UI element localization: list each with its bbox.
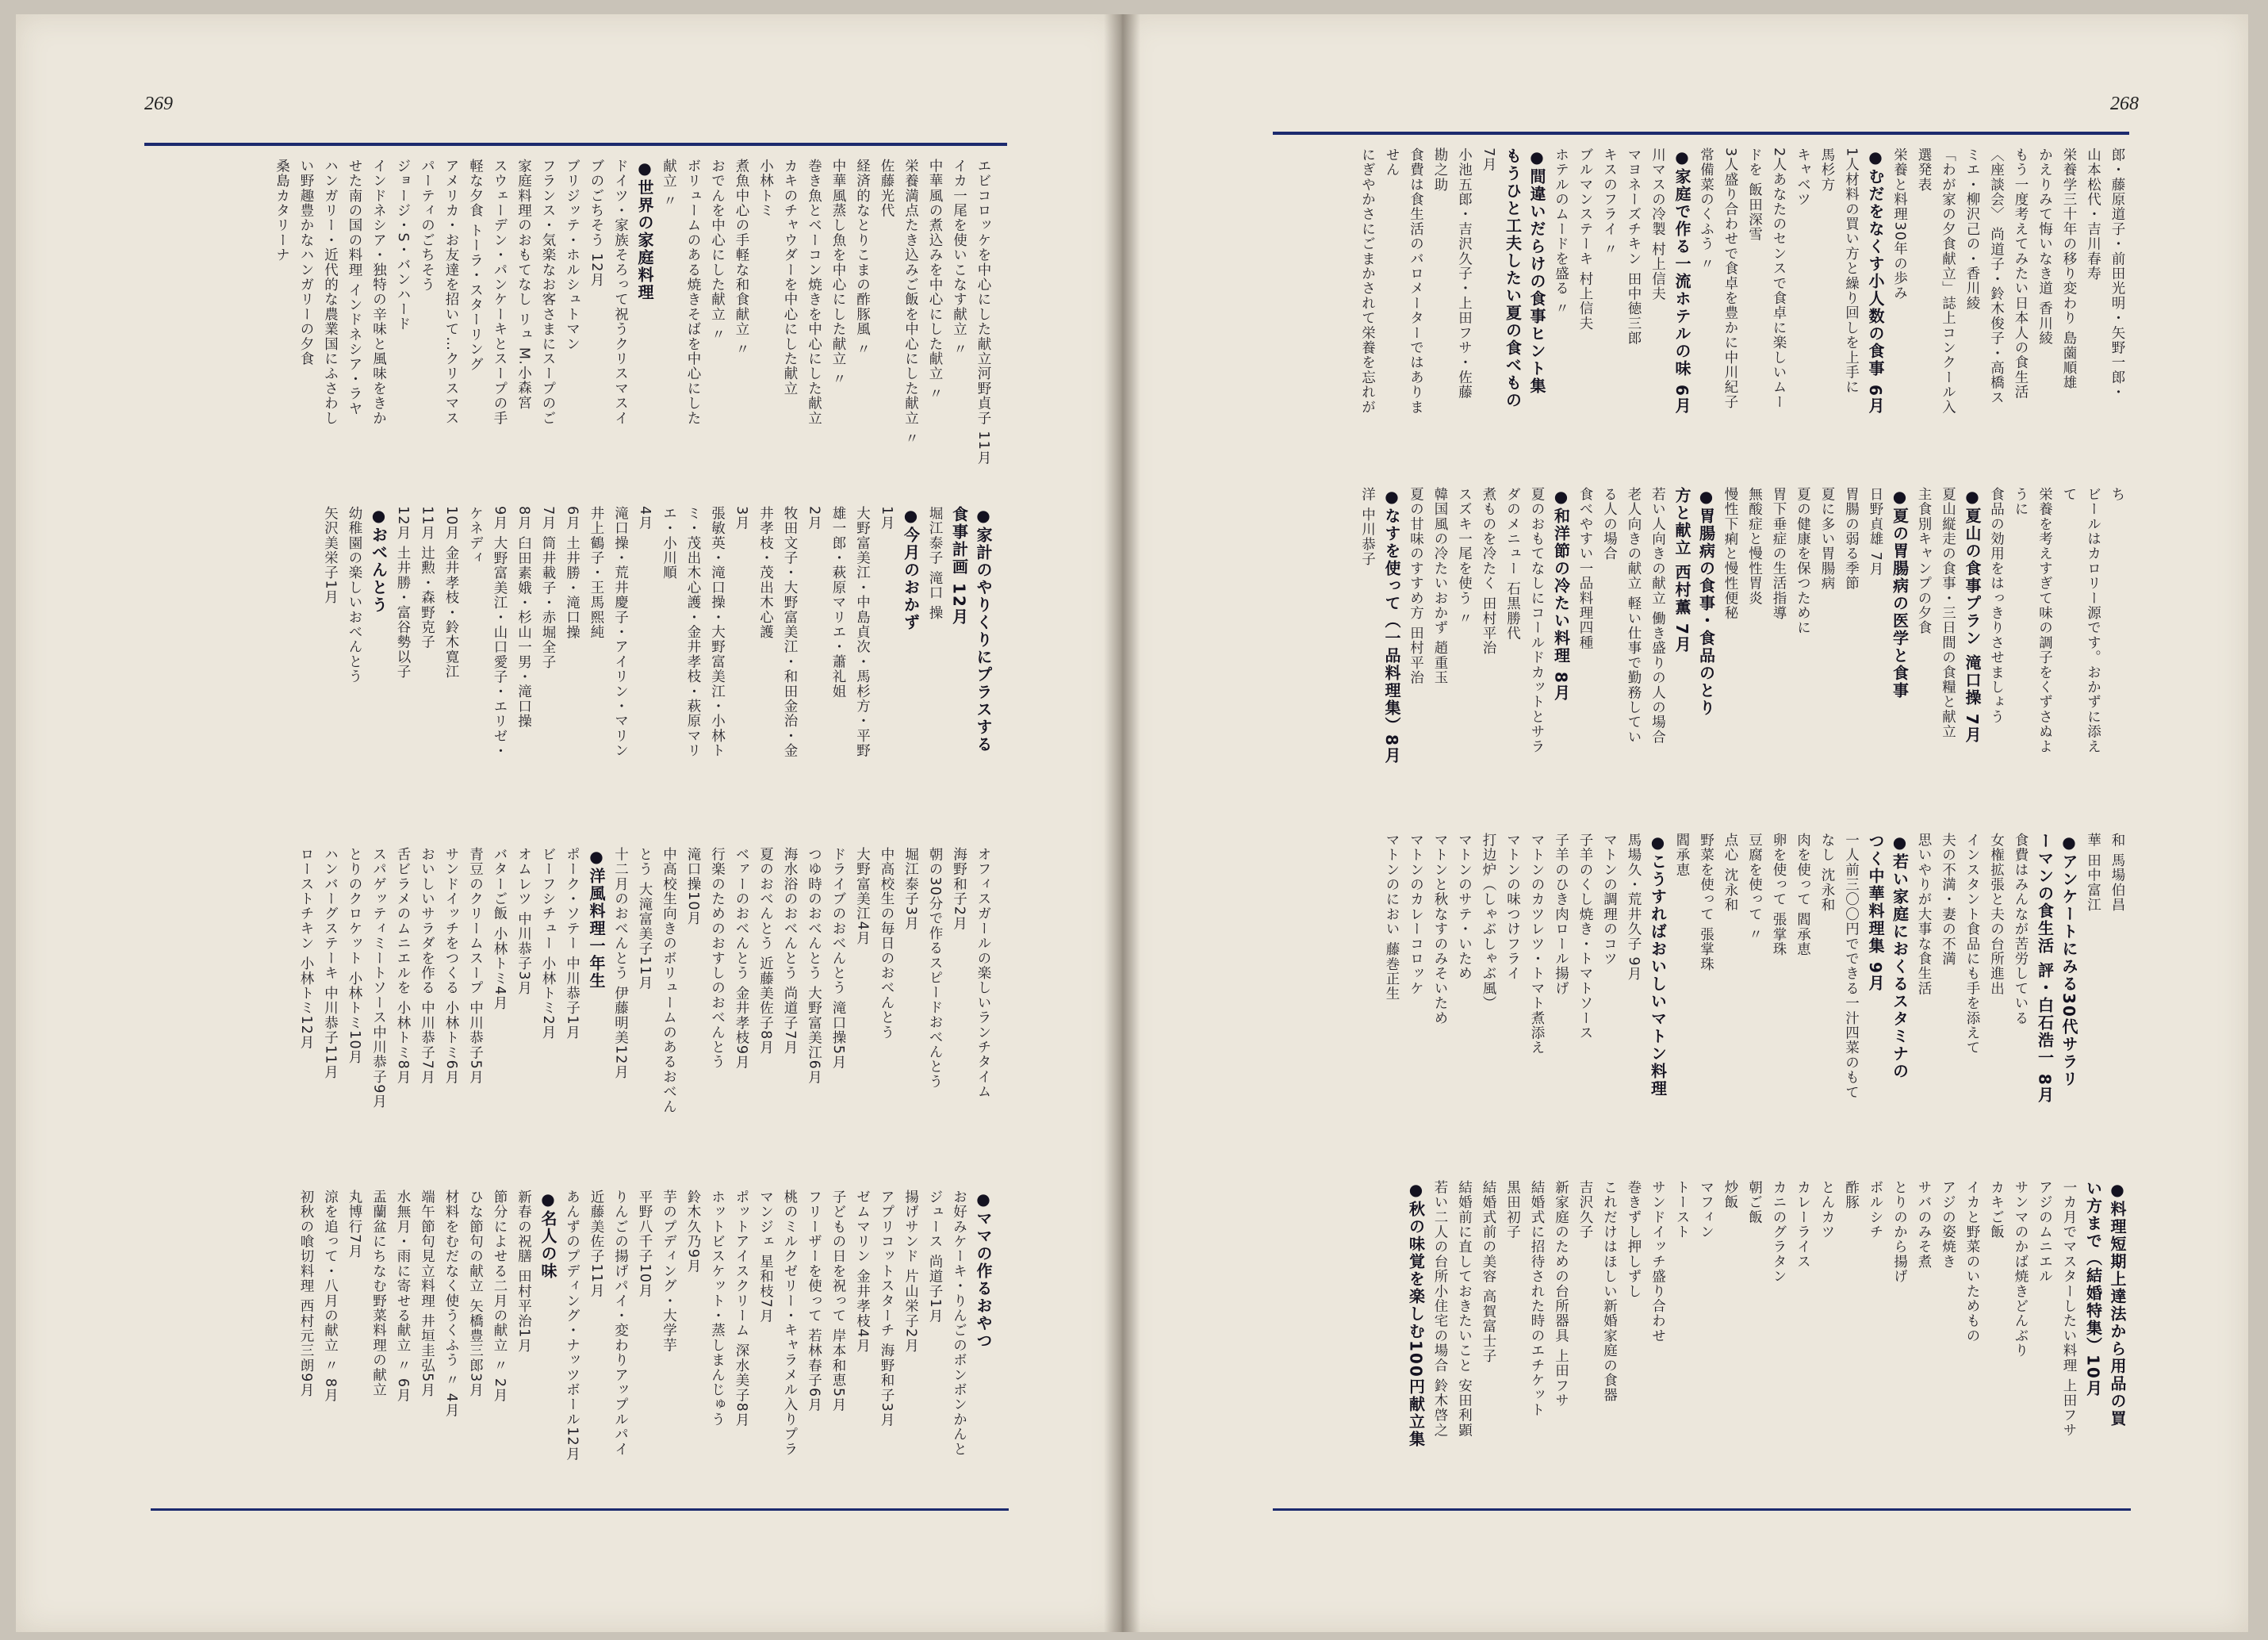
- list-item: 山本松代・吉川春寿: [2085, 148, 2101, 282]
- section-heading: い方まで（結婚特集）10月: [2083, 1180, 2103, 1397]
- list-item: にぎやかさにごまかされて栄養を忘れが: [1359, 148, 1376, 415]
- list-item: とりのから揚げ: [1891, 1180, 1908, 1284]
- list-item: 肉を使って 閻承恵: [1795, 833, 1811, 957]
- list-item: ドイツ・家族そろって祝うクリスマスイ: [612, 159, 629, 426]
- list-item: トースト: [1674, 1180, 1690, 1240]
- list-item: 吉沢久子: [1577, 1180, 1593, 1240]
- list-item: せた南の国の料理 インドネシア・ラヤ: [347, 159, 362, 416]
- section-heading: ●料理短期上達法から用品の買: [2108, 1180, 2127, 1427]
- list-item: 子羊のひき肉ロール揚げ: [1553, 833, 1569, 996]
- list-item: サンマのかば焼きどんぶり: [2013, 1180, 2029, 1358]
- section-heading: ●こうすればおいしいマトン料理: [1648, 833, 1668, 1098]
- list-item: 野菜を使って 張掌珠: [1698, 833, 1714, 972]
- list-item: 桑島カタリーナ: [274, 159, 290, 262]
- list-item: 夫の不満・妻の不満: [1940, 833, 1956, 967]
- list-item: マンジェ 星和枝7月: [757, 1190, 774, 1324]
- list-item: 卵を使って 張掌珠: [1771, 833, 1787, 957]
- list-item: スパゲッティミートソース中川恭子9月: [370, 847, 387, 1109]
- list-item: 幼稚園の楽しいおべんとう: [347, 506, 362, 684]
- list-item: 張敏英・滝口操・大野富美江・小林ト: [709, 506, 726, 758]
- list-item: 揚げサンド 片山栄子2月: [902, 1190, 919, 1354]
- list-item: 和 馬場伯昌: [2109, 833, 2125, 913]
- list-item: 新家庭のための台所器具 上田フサ: [1553, 1180, 1569, 1408]
- list-item: オムレツ 中川恭子3月: [515, 847, 532, 996]
- list-item: 中華風蒸し魚を中心にした献立 〃: [830, 159, 846, 387]
- section-heading: ●今月のおかず: [901, 506, 921, 631]
- list-item: 栄養学三十年の移り変わり 島薗順雄: [2061, 148, 2077, 390]
- list-item: マトンの調理のコツ: [1601, 833, 1618, 967]
- list-item: 子どもの日を祝って 岸本和恵5月: [830, 1190, 846, 1412]
- list-item: ベァーのおべんとう 金井孝枝9月: [734, 847, 749, 1070]
- list-item: 井孝枝・茂出木心護: [757, 506, 774, 640]
- list-item: ハンバーグステーキ 中川恭子11月: [322, 847, 339, 1080]
- section-heading: ●胃腸病の食事・食品のとり: [1696, 487, 1716, 717]
- list-item: もう一度考えてみたい日本人の食生活: [2013, 148, 2029, 400]
- top-rule-left: [144, 143, 1007, 146]
- page-number-right: 268: [2110, 94, 2139, 114]
- list-item: とりのクロケット 小林トミ10月: [347, 847, 362, 1065]
- list-item: おいしいサラダを作る 中川恭子7月: [419, 847, 435, 1085]
- list-item: 堀江泰子3月: [902, 847, 919, 931]
- list-item: キャベツ: [1795, 148, 1811, 207]
- list-item: ハンガリー・近代的な農業国にふさわし: [322, 159, 339, 426]
- list-item: ポーク・ソテー 中川恭子1月: [564, 847, 580, 1040]
- list-item: 胃腸の弱る季節: [1843, 487, 1860, 591]
- list-item: 3月: [734, 506, 749, 531]
- list-item: 1月: [879, 506, 895, 531]
- list-item: イカと野菜のいためもの: [1964, 1180, 1980, 1343]
- list-item: なし 沈永和: [1819, 833, 1835, 913]
- list-item: マトンと秋なすのみそいため: [1432, 833, 1448, 1026]
- list-item: マフィン: [1698, 1180, 1714, 1240]
- list-item: 中華風の煮込みを中心にした献立 〃: [927, 159, 943, 401]
- list-item: 節分によせる二月の献立 〃 2月: [492, 1190, 508, 1403]
- list-item: りんごの揚げパイ・変わりアップルパイ: [612, 1190, 629, 1457]
- list-item: 黒田初子: [1504, 1180, 1521, 1240]
- list-item: 初秋の喰切料理 西村元三朗9月: [298, 1190, 314, 1398]
- list-item: つゆ時のおべんとう 大野富美江6月: [806, 847, 822, 1085]
- section-heading: ●和洋節の冷たい料理 8月: [1551, 487, 1571, 702]
- list-item: 栄養満点たき込みご飯を中心にした献立 〃: [902, 159, 919, 446]
- section-heading: ●名人の味: [538, 1190, 557, 1280]
- right-middle-right-block: [1273, 487, 2129, 808]
- list-item: ポットアイスクリーム 深水美子8月: [734, 1190, 749, 1427]
- list-item: 大野富美江4月: [854, 847, 871, 946]
- page-number-left: 269: [144, 94, 173, 114]
- list-item: 3人盛り合わせで食卓を豊かに中川紀子: [1722, 148, 1738, 410]
- left-upper-right-block: [198, 159, 995, 476]
- list-item: ゼムマリン 金井孝枝4月: [854, 1190, 871, 1354]
- section-heading: ●なすを使って（一品料理集）8月: [1382, 487, 1401, 764]
- list-item: フリーザーを使って 若林春子6月: [806, 1190, 822, 1412]
- list-item: ケネディ: [467, 506, 484, 565]
- list-item: スズキ一尾を使う 〃: [1456, 487, 1473, 626]
- list-item: 豆腐を使って 〃: [1746, 833, 1763, 942]
- list-item: アプリコットスターチ 海野和子3月: [879, 1190, 895, 1427]
- list-item: サンドイッチ盛り合わせ: [1649, 1180, 1666, 1343]
- left-lower-left-block: [198, 1190, 995, 1495]
- list-item: 郎・藤原道子・前田光明・矢野一郎・: [2109, 148, 2125, 400]
- list-item: 舌ビラメのムニエルを 小林トミ8月: [395, 847, 411, 1085]
- list-item: カキご飯: [1988, 1180, 2005, 1240]
- list-item: 12月 土井勝・富谷勢以子: [395, 506, 411, 680]
- list-item: マトンのにおい 藤巻正生: [1384, 833, 1400, 1002]
- section-heading: 方と献立 西村薫 7月: [1672, 487, 1691, 653]
- list-item: パーティのごちそう: [419, 159, 435, 293]
- list-item: 4月: [637, 506, 653, 531]
- list-item: キスのフライ 〃: [1601, 148, 1618, 257]
- list-item: 新春の祝膳 田村平治1月: [515, 1190, 532, 1354]
- list-item: マトンのカツレツ・トマト煮添え: [1529, 833, 1545, 1056]
- list-item: サンドイッチをつくる 小林トミ6月: [443, 847, 459, 1085]
- list-item: 桃のミルクゼリー・キャラメル入りプラ: [782, 1190, 798, 1457]
- list-item: 川マスの冷製 村上信夫: [1649, 148, 1666, 301]
- list-item: 11月 辻勲・森野克子: [419, 506, 435, 650]
- list-item: 9月 大野富美江・山口愛子・エリゼ・: [492, 506, 508, 759]
- list-item: 華 田中富江: [2085, 833, 2101, 913]
- list-item: 一カ月でマスターしたい料理 上田フサ: [2061, 1180, 2077, 1438]
- list-item: 夏のおべんとう 近藤美佐子8月: [757, 847, 774, 1056]
- right-lower-left-block: [1273, 1180, 2129, 1497]
- right-lower-right-block: [1273, 833, 2129, 1154]
- list-item: 女権拡張と夫の台所進出: [1988, 833, 2005, 996]
- list-item: 軽な夕食 トーラ・スターリング: [467, 159, 484, 372]
- section-heading: ●世界の家庭料理: [635, 159, 654, 301]
- list-item: ミエ・柳沢己の・香川綾: [1964, 148, 1980, 311]
- list-item: 雄一郎・萩原マリエ・蕭礼姐: [830, 506, 846, 699]
- list-item: 芋のプディング・大学芋: [661, 1190, 677, 1353]
- list-item: 夏山縦走の食事・三日間の食糧と献立: [1940, 487, 1956, 739]
- list-item: 常備菜のくふう 〃: [1698, 148, 1714, 272]
- list-item: 若い人向きの献立 働き盛りの人の場合: [1649, 487, 1666, 745]
- list-item: カキのチャウダーを中心にした献立: [782, 159, 798, 397]
- list-item: 打边炉（しゃぶしゃぶ風）: [1481, 833, 1496, 1011]
- list-item: 夏の健康を保つために: [1795, 487, 1811, 635]
- list-item: 矢沢美栄子1月: [322, 506, 339, 605]
- list-item: 勘之助: [1432, 148, 1448, 193]
- section-heading: ●ママの作るおやつ: [974, 1190, 993, 1350]
- list-item: 煮ものを冷たく 田村平治: [1481, 487, 1496, 656]
- list-item: ドを 飯田深雪: [1746, 148, 1763, 242]
- list-item: 朝ご飯: [1746, 1180, 1763, 1225]
- list-item: ジュース 尚道子1月: [927, 1190, 943, 1324]
- list-item: 佐藤光代: [879, 159, 895, 218]
- left-middle-right-block: [198, 506, 995, 831]
- list-item: インドネシア・独特の辛味と風味をきか: [370, 159, 387, 426]
- list-item: 滝口操・荒井慶子・アイリン・マリン: [612, 506, 629, 758]
- list-item: スウェーデン・パンケーキとスープの手: [492, 159, 508, 426]
- list-item: 「わが家の夕食献立」誌上コンクール入: [1940, 148, 1956, 415]
- list-item: うに: [2013, 487, 2029, 517]
- list-item: 食べやすい一品料理四種: [1577, 487, 1593, 650]
- list-item: 夏の甘味のすすめ方 田村平治: [1408, 487, 1424, 685]
- list-item: 8月 臼田素娥・杉山一男・滝口操: [515, 506, 532, 729]
- section-heading: ●むだをなくす小人数の食事 6月: [1866, 148, 1885, 415]
- list-item: 点心 沈永和: [1722, 833, 1738, 913]
- list-item: 丸博行7月: [347, 1190, 362, 1259]
- list-item: ダのメニュー 石黒勝代: [1504, 487, 1521, 641]
- list-item: 酢豚: [1843, 1180, 1860, 1210]
- list-item: 栄養と料理30年の歩み: [1891, 148, 1908, 301]
- section-heading: ●若い家庭におくるスタミナの: [1890, 833, 1910, 1080]
- list-item: 結婚式前の美容 高賀富士子: [1481, 1180, 1496, 1364]
- list-item: 家庭料理のおもてなし リュ M.小森宮: [515, 159, 532, 411]
- list-item: 胃下垂症の生活指導: [1771, 487, 1787, 621]
- list-item: 滝口操10月: [685, 847, 701, 926]
- section-heading: ●アンケートにみる30代サラリ: [2059, 833, 2078, 1088]
- list-item: カニのグラタン: [1771, 1180, 1787, 1284]
- list-item: 結婚前に直しておきたいこと 安田利顕: [1456, 1180, 1473, 1438]
- list-item: 馬場久・荒井久子 9月: [1626, 833, 1642, 982]
- list-item: ドライブのおべんとう 滝口操5月: [830, 847, 846, 1070]
- list-item: ビールはカロリー源です。おかずに添え: [2085, 487, 2101, 754]
- list-item: フランス・気楽なお客さまにスープのご: [540, 159, 556, 426]
- list-item: アメリカ・お友達を招いて…クリスマス: [443, 159, 459, 426]
- list-item: ミ・茂出木心護・金井孝枝・萩原マリ: [685, 506, 701, 758]
- list-item: ひな節句の献立 矢橋豊三郎3月: [467, 1190, 484, 1398]
- list-item: ボリュームのある焼きそばを中心にした: [685, 159, 701, 426]
- list-item: 海野和子2月: [951, 847, 967, 931]
- section-heading: ●秋の味覚を楽しむ100円献立集: [1406, 1180, 1426, 1448]
- list-item: おでんを中心にした献立 〃: [709, 159, 726, 343]
- list-item: 食品の効用をはっきりさせましょう: [1988, 487, 2005, 725]
- list-item: 2人あなたのセンスで食卓に楽しいムー: [1771, 148, 1787, 410]
- list-item: ち: [2109, 487, 2125, 502]
- list-item: 慢性下痢と慢性便秘: [1722, 487, 1738, 621]
- list-item: 盂蘭盆にちなむ野菜料理の献立: [370, 1190, 387, 1397]
- list-item: せん: [1384, 148, 1400, 178]
- list-item: マヨネーズチキン 田中徳三郎: [1626, 148, 1642, 346]
- list-item: インスタント食品にも手を添えて: [1964, 833, 1980, 1056]
- list-item: 巻きずし押しずし: [1626, 1180, 1642, 1299]
- section-heading: ●家計のやりくりにプラスする: [974, 506, 993, 753]
- list-item: イカ一尾を使いこなす献立 〃: [951, 159, 967, 357]
- list-item: 食費は食生活のバロメーターではありま: [1408, 148, 1424, 415]
- list-item: 夏に多い胃腸病: [1819, 487, 1835, 591]
- list-item: 鈴木久乃9月: [685, 1190, 701, 1274]
- list-item: 献立 〃: [661, 159, 677, 209]
- list-item: アジの姿焼き: [1940, 1180, 1956, 1270]
- bottom-rule-left: [151, 1508, 1009, 1511]
- list-item: 近藤美佐子11月: [588, 1190, 604, 1298]
- section-heading: ●家庭で作る一流ホテルの味 6月: [1672, 148, 1691, 415]
- list-item: 大野富美江・中島貞次・馬杉方・平野: [854, 506, 871, 758]
- section-heading: ●夏の胃腸病の医学と食事: [1890, 487, 1910, 699]
- list-item: エ・小川順: [661, 506, 677, 581]
- list-item: 経済的なとりこまの酢豚風 〃: [854, 159, 871, 357]
- list-item: オフィスガールの楽しいランチタイム: [975, 847, 991, 1099]
- list-item: 一人前三〇〇円でできる一汁四菜のもて: [1843, 833, 1860, 1100]
- list-item: 平野八千子10月: [637, 1190, 653, 1298]
- list-item: マトンの味つけフライ: [1504, 833, 1521, 981]
- list-item: マトンのサテ・いため: [1456, 833, 1473, 981]
- list-item: る人の場合: [1601, 487, 1618, 561]
- list-item: 行楽のためのおすしのおべんとう: [709, 847, 726, 1070]
- section-heading: ●洋風料理一年生: [587, 847, 606, 990]
- section-heading: つく中華料理集 9月: [1866, 833, 1885, 992]
- list-item: とう 大滝富美子11月: [637, 847, 653, 991]
- section-heading: 食事計画 12月: [949, 506, 969, 626]
- list-item: 〈座談会〉 尚道子・鈴木俊子・高橋ス: [1988, 148, 2005, 405]
- list-item: 馬杉方: [1819, 148, 1835, 193]
- list-item: 韓国風の冷たいおかず 趙重玉: [1432, 487, 1448, 685]
- list-item: 7月 筒井載子・赤堀全子: [540, 506, 556, 670]
- list-item: 選発表: [1916, 148, 1932, 193]
- list-item: 朝の30分で作るスピードおべんとう: [927, 847, 943, 1090]
- list-item: 1人材料の買い方と繰り回しを上手に: [1843, 148, 1860, 395]
- list-item: 老人向きの献立 軽い仕事で勤務してい: [1626, 487, 1642, 745]
- list-item: マトンのカレーコロッケ: [1408, 833, 1424, 996]
- section-heading: もうひと工夫したい夏の食べもの: [1503, 148, 1523, 409]
- list-item: ホットビスケット・蒸しまんじゅう: [709, 1190, 726, 1427]
- list-item: 涼を追って・八月の献立 〃 8月: [322, 1190, 339, 1403]
- bottom-rule-right: [1273, 1508, 2131, 1511]
- list-item: て: [2061, 487, 2077, 502]
- section-heading: ●間違いだらけの食事ヒント集: [1527, 148, 1546, 395]
- list-item: い野趣豊かなハンガリーの夕食: [298, 159, 314, 366]
- list-item: 小池五郎・吉沢久子・上田フサ・佐藤: [1456, 148, 1473, 400]
- list-item: 思いやりが大事な食生活: [1916, 833, 1932, 996]
- list-item: 6月 土井勝・滝口操: [564, 506, 580, 640]
- list-item: 閻承恵: [1674, 833, 1690, 878]
- list-item: ブルマンステーキ 村上信夫: [1577, 148, 1593, 331]
- list-item: お好みケーキ・りんごのボンボンかんと: [951, 1190, 967, 1457]
- left-lower-right-block: [198, 847, 995, 1166]
- top-rule-right: [1273, 132, 2129, 135]
- list-item: 7月: [1481, 148, 1496, 173]
- list-item: バターご飯 小林トミ4月: [492, 847, 508, 1011]
- list-item: 主食別キャンプの夕食: [1916, 487, 1932, 635]
- list-item: サバのみそ煮: [1916, 1180, 1932, 1270]
- list-item: 洋 中川恭子: [1359, 487, 1376, 567]
- list-item: ブリジッテ・ホルシュトマン: [564, 159, 580, 352]
- list-item: 端午節句見立料理 井垣圭弘5月: [419, 1190, 435, 1398]
- section-heading: ●夏山の食事プラン 滝口操 7月: [1963, 487, 1982, 744]
- list-item: ローストチキン 小林トミ12月: [298, 847, 314, 1050]
- book-gutter: [1104, 14, 1140, 1632]
- list-item: 牧田文子・大野富美江・和田金治・金: [782, 506, 798, 758]
- list-item: 炒飯: [1722, 1180, 1738, 1210]
- section-heading: ●おべんとう: [369, 506, 389, 614]
- list-item: アジのムニエル: [2036, 1180, 2053, 1284]
- list-item: 巻き魚とベーコン焼きを中心にした献立: [806, 159, 822, 426]
- list-item: 結婚式に招待された時のエチケット: [1529, 1180, 1545, 1418]
- right-upper-right-block: [1273, 148, 2129, 473]
- list-item: 夏のおもてなしにコールドカットとサラ: [1529, 487, 1545, 754]
- list-item: 井上鶴子・王馬熙純: [588, 506, 604, 640]
- list-item: 中高校生向きのボリュームのあるおべん: [661, 847, 677, 1114]
- list-item: ボルシチ: [1868, 1180, 1883, 1240]
- list-item: とんカツ: [1819, 1180, 1835, 1240]
- list-item: 無酸症と慢性胃炎: [1746, 487, 1763, 606]
- list-item: 材料をむだなく使うくふう 〃 4月: [443, 1190, 459, 1418]
- list-item: エビコロッケを中心にした献立河野貞子 11月: [975, 159, 991, 466]
- list-item: 栄養を考えすぎて味の調子をくずさぬよ: [2036, 487, 2053, 754]
- list-item: 食費はみんなが苦労している: [2013, 833, 2029, 1026]
- list-item: ジョージ・S・バンハード: [395, 159, 411, 332]
- list-item: ブのごちそう 12月: [588, 159, 604, 288]
- list-item: これだけはほしい新婚家庭の食器: [1601, 1180, 1618, 1403]
- list-item: あんずのプディング・ナッツボール12月: [564, 1190, 580, 1462]
- list-item: 十二月のおべんとう 伊藤明美12月: [612, 847, 629, 1080]
- list-item: カレーライス: [1795, 1180, 1811, 1270]
- list-item: 子羊のくし焼き・トマトソース: [1577, 833, 1593, 1040]
- list-item: 若い二人の台所小住宅の場合 鈴木啓之: [1432, 1180, 1448, 1438]
- list-item: 2月: [806, 506, 822, 531]
- list-item: 10月 金井孝枝・鈴木寛江: [443, 506, 459, 680]
- list-item: 煮魚中心の手軽な和食献立 〃: [734, 159, 749, 357]
- list-item: 小林トミ: [757, 159, 774, 218]
- list-item: 青豆のクリームスープ 中川恭子5月: [467, 847, 484, 1085]
- list-item: 海水浴のおべんとう 尚道子7月: [782, 847, 798, 1056]
- section-heading: ーマンの食生活 評・白石浩一 8月: [2035, 833, 2055, 1104]
- list-item: 堀江泰子 滝口 操: [927, 506, 943, 621]
- list-item: 水無月・雨に寄せる献立 〃 6月: [395, 1190, 411, 1403]
- list-item: ビーフシチュー 小林トミ2月: [540, 847, 556, 1040]
- list-item: 中高校生の毎日のおべんとう: [879, 847, 895, 1040]
- list-item: ホテルのムードを盛る 〃: [1553, 148, 1569, 316]
- list-item: 日野貞雄 7月: [1868, 487, 1883, 577]
- list-item: かえりみて悔いなき道 香川綾: [2036, 148, 2053, 346]
